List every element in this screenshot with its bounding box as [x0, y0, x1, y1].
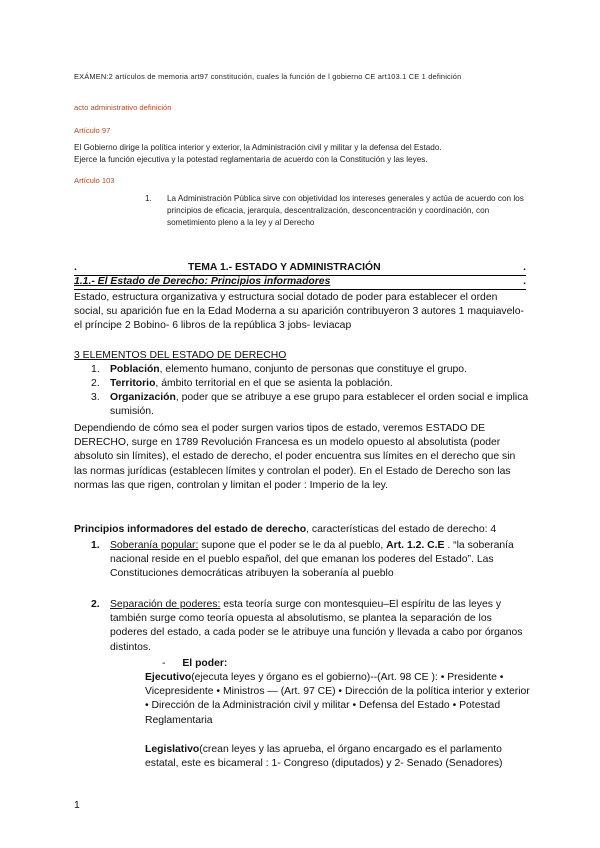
article-97-label: Artículo 97 [74, 126, 111, 135]
article-103-number: 1. [145, 194, 152, 203]
elemento-item-2 [91, 377, 529, 391]
tema-title: TEMA 1.- ESTADO Y ADMINISTRACIÓN [188, 262, 381, 273]
ejecutivo-paragraph [145, 671, 530, 728]
article-103-text: La Administración Pública sirve con objetividad los intereses generales y actúa de acuerdo con los principios de eficacia, jerarquía, descentralización, desconcentración y coordinación, con sometimiento pleno a la ley y al Derecho [167, 194, 524, 227]
article-103-item [145, 193, 525, 229]
principio-text: esta teoría surge con montesquieu–El espíritu de las leyes y también surge como teoría opuesta al absolutismo, se plantea la separación de los poderes del estado, a cada poder se le atribuye una función y llevada a cabo por órganos distintos. [110, 599, 523, 653]
article-97-text [74, 142, 442, 166]
principio-text: supone que el poder se le da al pueblo, [198, 540, 387, 551]
legislativo-paragraph [145, 743, 530, 771]
poder-dash: - [162, 658, 166, 669]
tema-dot-right: . [523, 262, 526, 273]
elementos-heading: 3 ELEMENTOS DEL ESTADO DE DERECHO [74, 350, 287, 361]
ejecutivo-desc: (ejecuta leyes y órgano es el gobierno)--(Art. 98 CE ): • Presidente • Vicepresidente • Ministros — (Art. 97 CE) • Dirección de la política interior y exterior • Dirección de la Administración civil y militar • Defensa del Estado • Potestad Reglamentaria [145, 672, 530, 726]
subtema-dot-right: . [523, 276, 526, 287]
elemento-item-3 [91, 391, 529, 419]
article-103-label: Artículo 103 [74, 176, 115, 185]
elemento-term: Población [110, 364, 160, 375]
elemento-desc: , ámbito territorial en el que se asienta la población. [155, 378, 393, 389]
elemento-desc: , elemento humano, conjunto de personas que constituye el grupo. [159, 364, 467, 375]
tema-heading [74, 262, 526, 276]
principio-title: Soberanía popular: [110, 540, 199, 551]
principio-number: 1. [91, 540, 100, 551]
elemento-term: Territorio [110, 378, 156, 389]
principios-heading-rest: , características del estado de derecho: 4 [306, 524, 497, 535]
exam-note: EXÁMEN:2 artículos de memoria art97 constitución, cuales la función de l gobierno CE art103.1 CE 1 definición [74, 72, 462, 81]
subtema-title: 1.1.- El Estado de Derecho: Principios informadores [74, 276, 331, 287]
ejecutivo-term: Ejecutivo [145, 672, 192, 683]
intro-paragraph: Estado, estructura organizativa y estructura social dotado de poder para establecer el orden social, su aparición fue en la Edad Moderna a su aparición contribuyeron 3 autores 1 maquiavelo- el príncipe 2 Bobino- 6 libros de la república 3 jobs- leviacap [74, 292, 524, 332]
principio-item-1 [91, 539, 529, 582]
principios-heading-bold: Principios informadores del estado de derecho [74, 524, 307, 535]
article-97-line-1: El Gobierno dirige la política interior y exterior, la Administración civil y militar y la defensa del Estado. [74, 143, 442, 152]
principio-article: Art. 1.2. C.E [386, 540, 445, 551]
page-number: 1 [74, 800, 80, 811]
elemento-desc: , poder que se atribuye a ese grupo para establecer el orden social e implica sumisión. [110, 392, 529, 418]
elemento-item-1 [91, 363, 529, 377]
principio-text-cont: . “la soberanía nacional reside en el pueblo español, del que emanan los poderes del Estado”. Las Constituciones democráticas atribuyen la soberanía al pueblo [110, 540, 514, 580]
principio-number: 2. [91, 599, 100, 610]
poder-subheading [162, 657, 522, 671]
principio-item-2 [91, 598, 529, 655]
elemento-number: 2. [91, 378, 100, 389]
principio-title: Separación de poderes: [110, 599, 221, 610]
principios-heading [74, 523, 529, 537]
elemento-number: 3. [91, 392, 100, 403]
tema-dot-left: . [74, 262, 77, 273]
article-97-line-2: Ejerce la función ejecutiva y la potestad reglamentaria de acuerdo con la Constitución y las leyes. [74, 155, 428, 164]
acto-note: acto administrativo definición [74, 103, 172, 112]
legislativo-desc: (crean leyes y las aprueba, el órgano encargado es el parlamento estatal, este es bicameral : 1- Congreso (diputados) y 2- Senado (Senadores) [145, 744, 503, 770]
legislativo-term: Legislativo [145, 744, 200, 755]
tipos-paragraph: Dependiendo de cómo sea el poder surgen varios tipos de estado, veremos ESTADO DE DERECHO, surge en 1789 Revolución Francesa es un modelo opuesto al absolutista (poder absoluto sin límites), el estado de derecho, el poder encuentra sus límites en el derecho que sin las normas jurídicas (establecen límites y controlan el poder). En el Estado de Derecho son las normas las que rigen, controlan y limitan el poder : Imperio de la ley. [74, 423, 516, 491]
elemento-term: Organización [110, 392, 176, 403]
elemento-number: 1. [91, 364, 100, 375]
subtema-heading [74, 276, 526, 290]
poder-label: El poder: [182, 658, 228, 669]
